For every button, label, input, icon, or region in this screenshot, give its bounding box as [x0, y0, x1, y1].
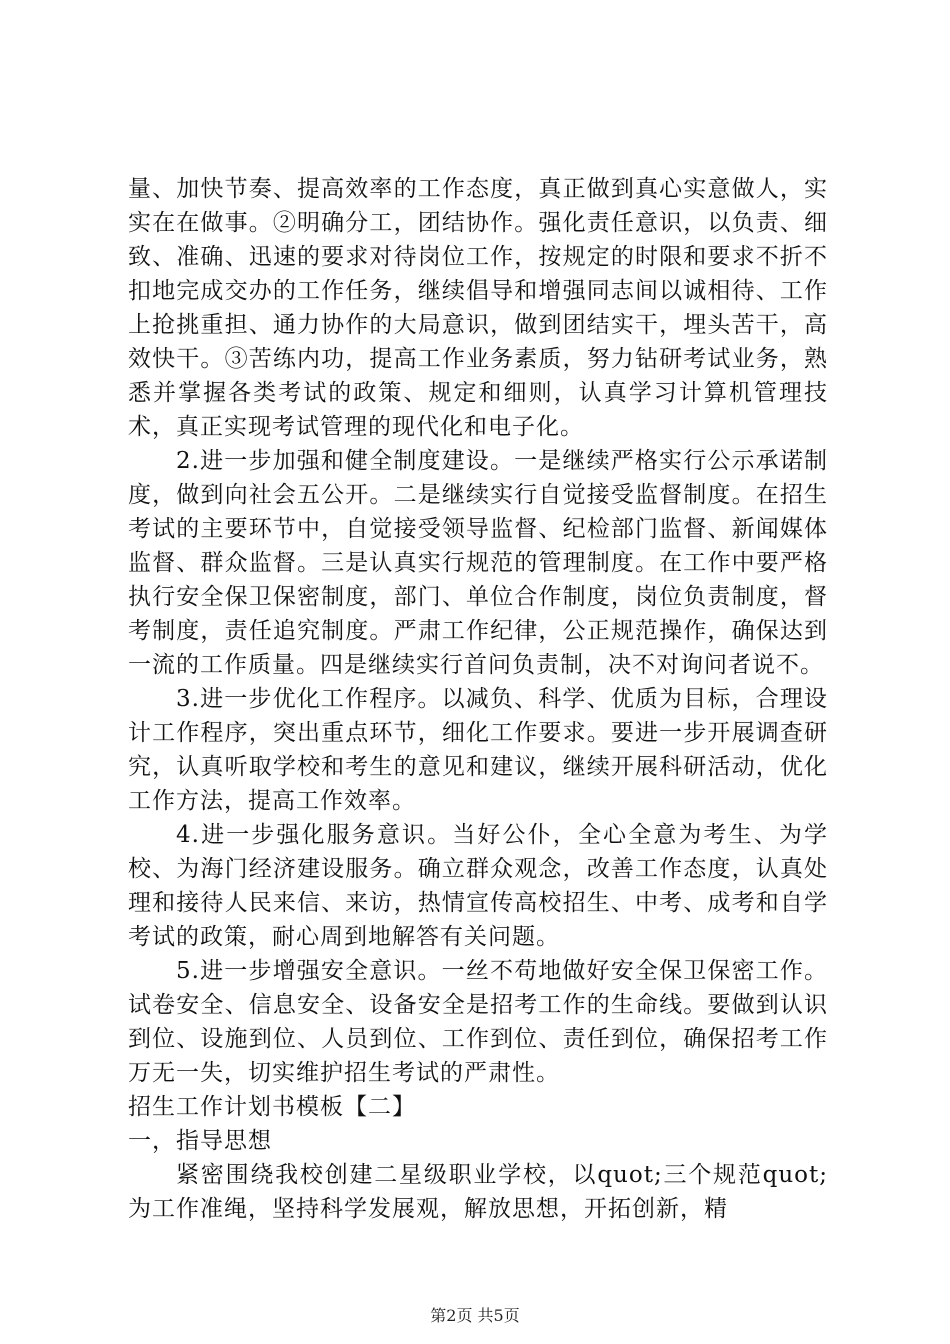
- page-number-footer: 第2页 共5页: [430, 1306, 520, 1325]
- paragraph-item-3: 3.进一步优化工作程序。以减负、科学、优质为目标，合理设计工作程序，突出重点环节，细化工作要求。要进一步开展调查研究，认真听取学校和考生的意见和建议，继续开展科研活动，优化工作方法，提高工作效率。: [128, 686, 828, 814]
- section-title: 招生工作计划书模板【二】: [128, 1094, 416, 1120]
- paragraph-continuation: 量、加快节奏、提高效率的工作态度，真正做到真心实意做人，实实在在做事。②明确分工，团结协作。强化责任意识，以负责、细致、准确、迅速的要求对待岗位工作，按规定的时限和要求不折不扣地完成交办的工作任务，继续倡导和增强同志间以诚相待、工作上抢挑重担、通力协作的大局意识，做到团结实干，埋头苦干，高效快干。③苦练内功，提高工作业务素质，努力钻研考试业务，熟悉并掌握各类考试的政策、规定和细则，认真学习计算机管理技术，真正实现考试管理的现代化和电子化。: [128, 176, 828, 440]
- paragraph-guiding-thought: 紧密围绕我校创建二星级职业学校，以quot;三个规范quot;为工作准绳，坚持科学发展观，解放思想，开拓创新，精: [128, 1162, 828, 1222]
- paragraph-item-2: 2.进一步加强和健全制度建设。一是继续严格实行公示承诺制度，做到向社会五公开。二是继续实行自觉接受监督制度。在招生考试的主要环节中，自觉接受领导监督、纪检部门监督、新闻媒体监督、群众监督。三是认真实行规范的管理制度。在工作中要严格执行安全保卫保密制度，部门、单位合作制度，岗位负责制度，督考制度，责任追究制度。严肃工作纪律，公正规范操作，确保达到一流的工作质量。四是继续实行首问负责制，决不对询问者说不。: [128, 448, 828, 678]
- subheading: 一，指导思想: [128, 1128, 272, 1154]
- paragraph-item-4: 4.进一步强化服务意识。当好公仆，全心全意为考生、为学校、为海门经济建设服务。确立群众观念，改善工作态度，认真处理和接待人民来信、来访，热情宣传高校招生、中考、成考和自学考试的政策，耐心周到地解答有关问题。: [128, 822, 828, 950]
- document-body: [128, 172, 828, 1226]
- paragraph-item-5: 5.进一步增强安全意识。一丝不苟地做好安全保卫保密工作。试卷安全、信息安全、设备安全是招考工作的生命线。要做到认识到位、设施到位、人员到位、工作到位、责任到位，确保招考工作万无一失，切实维护招生考试的严肃性。: [128, 958, 828, 1086]
